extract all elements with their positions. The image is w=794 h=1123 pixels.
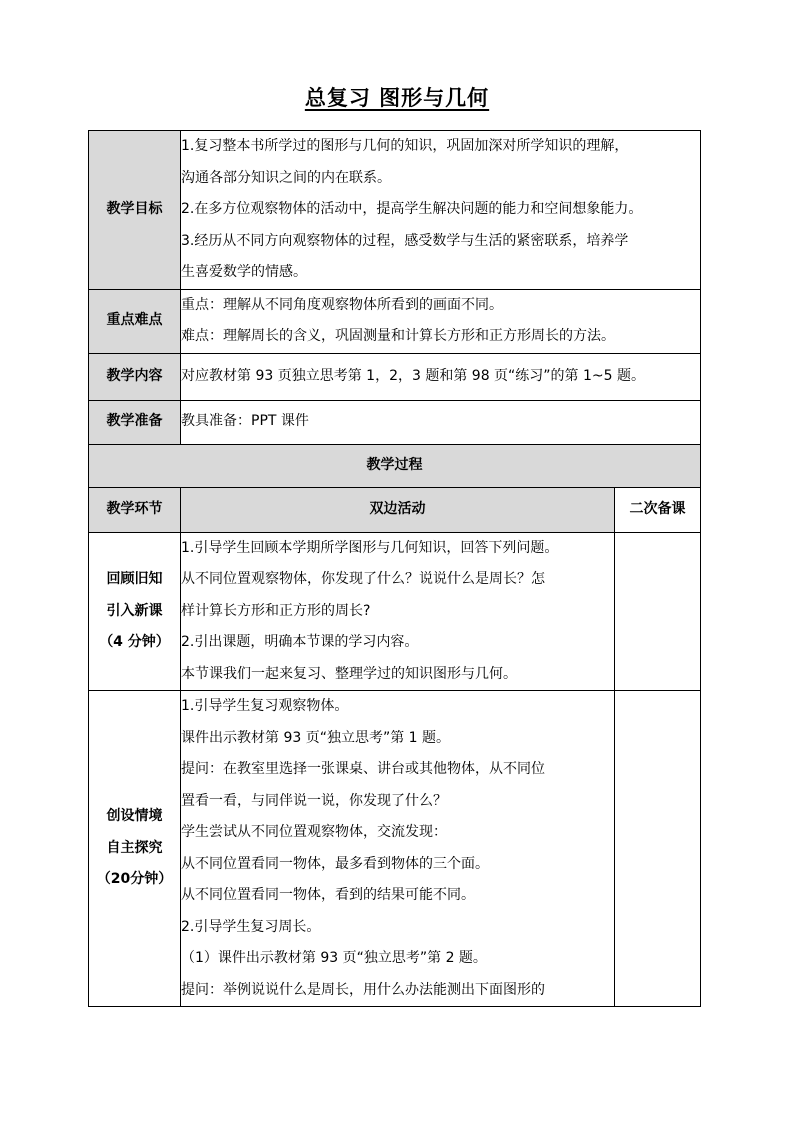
objectives-line: 3.经历从不同方向观察物体的过程，感受数学与生活的紧密联系，培养学 [181,232,629,249]
objectives-label: 教学目标 [89,131,181,290]
stage-duration: （4 分钟） [99,634,170,650]
stage-notes [615,532,701,691]
lesson-plan-table [88,130,701,1007]
column-header-stage: 教学环节 [89,487,181,532]
activity-line: 课件出示教材第 93 页“独立思考”第 1 题。 [181,729,451,746]
key-point-line: 重点：理解从不同角度观察物体所看到的画面不同。 [181,296,503,313]
process-heading-row [89,444,701,487]
objectives-line: 沟通各部分知识之间的内在联系。 [181,169,391,186]
stage-row [89,532,701,691]
stage-name-line: 自主探究 [106,839,163,856]
objectives-line: 2.在多方位观察物体的活动中，提高学生解决问题的能力和空间想象能力。 [181,201,643,217]
content-label: 教学内容 [89,353,181,400]
content-line: 对应教材第 93 页独立思考第 1，2，3 题和第 98 页“练习”的第 1~5 题。 [181,367,646,384]
key-points-row [89,289,701,353]
activity-line: 2.引导学生复习周长。 [181,918,321,935]
key-points-label: 重点难点 [89,289,181,353]
activity-line: 本节课我们一起来复习、整理学过的知识图形与几何。 [181,665,517,682]
activity-line: 1.引导学生复习观察物体。 [181,698,349,714]
objectives-line: 1.复习整本书所学过的图形与几何的知识，巩固加深对所学知识的理解， [181,138,629,154]
stage-name [89,532,181,691]
activity-line: 样计算长方形和正方形的周长? [181,602,371,619]
preparation-line: 教具准备：PPT 课件 [181,413,309,430]
preparation-label: 教学准备 [89,400,181,444]
stage-notes [615,691,701,1007]
column-header-activities: 双边活动 [181,487,615,532]
document-title: 总复习 图形与几何 [304,86,490,110]
difficult-point-line: 难点：理解周长的含义，巩固测量和计算长方形和正方形周长的方法。 [181,328,615,344]
activity-line: 2.引出课题，明确本节课的学习内容。 [181,634,419,650]
stage-row [89,691,701,1007]
process-heading: 教学过程 [89,444,701,487]
content-text [181,353,701,400]
stage-name-line: 引入新课 [106,602,163,619]
activity-line: 从不同位置观察物体，你发现了什么？说说什么是周长？怎 [181,571,545,587]
stage-duration: （20分钟） [96,871,173,888]
stage-name [89,691,181,1007]
objectives-line: 生喜爱数学的情感。 [181,264,307,280]
objectives-row [89,131,701,290]
preparation-row [89,400,701,444]
activity-line: 提问：举例说说什么是周长，用什么办法能测出下面图形的 [181,981,545,998]
stage-name-line: 回顾旧知 [106,571,163,587]
content-row [89,353,701,400]
objectives-content [181,131,701,290]
stage-name-line: 创设情境 [106,808,163,825]
activity-line: 置看一看，与同伴说一说，你发现了什么？ [181,792,447,809]
activity-line: 学生尝试从不同位置观察物体，交流发现： [181,824,447,840]
activity-line: （1）课件出示教材第 93 页“独立思考”第 2 题。 [181,950,487,966]
column-header-notes: 二次备课 [615,487,701,532]
activity-line: 1.引导学生回顾本学期所学图形与几何知识，回答下列问题。 [181,539,559,556]
activity-line: 从不同位置看同一物体，看到的结果可能不同。 [181,887,475,903]
preparation-text [181,400,701,444]
stage-activities [181,691,615,1007]
activity-line: 从不同位置看同一物体，最多看到物体的三个面。 [181,855,489,872]
activity-line: 提问：在教室里选择一张课桌、讲台或其他物体，从不同位 [181,761,545,777]
process-columns-row [89,487,701,532]
stage-activities [181,532,615,691]
key-points-content [181,289,701,353]
